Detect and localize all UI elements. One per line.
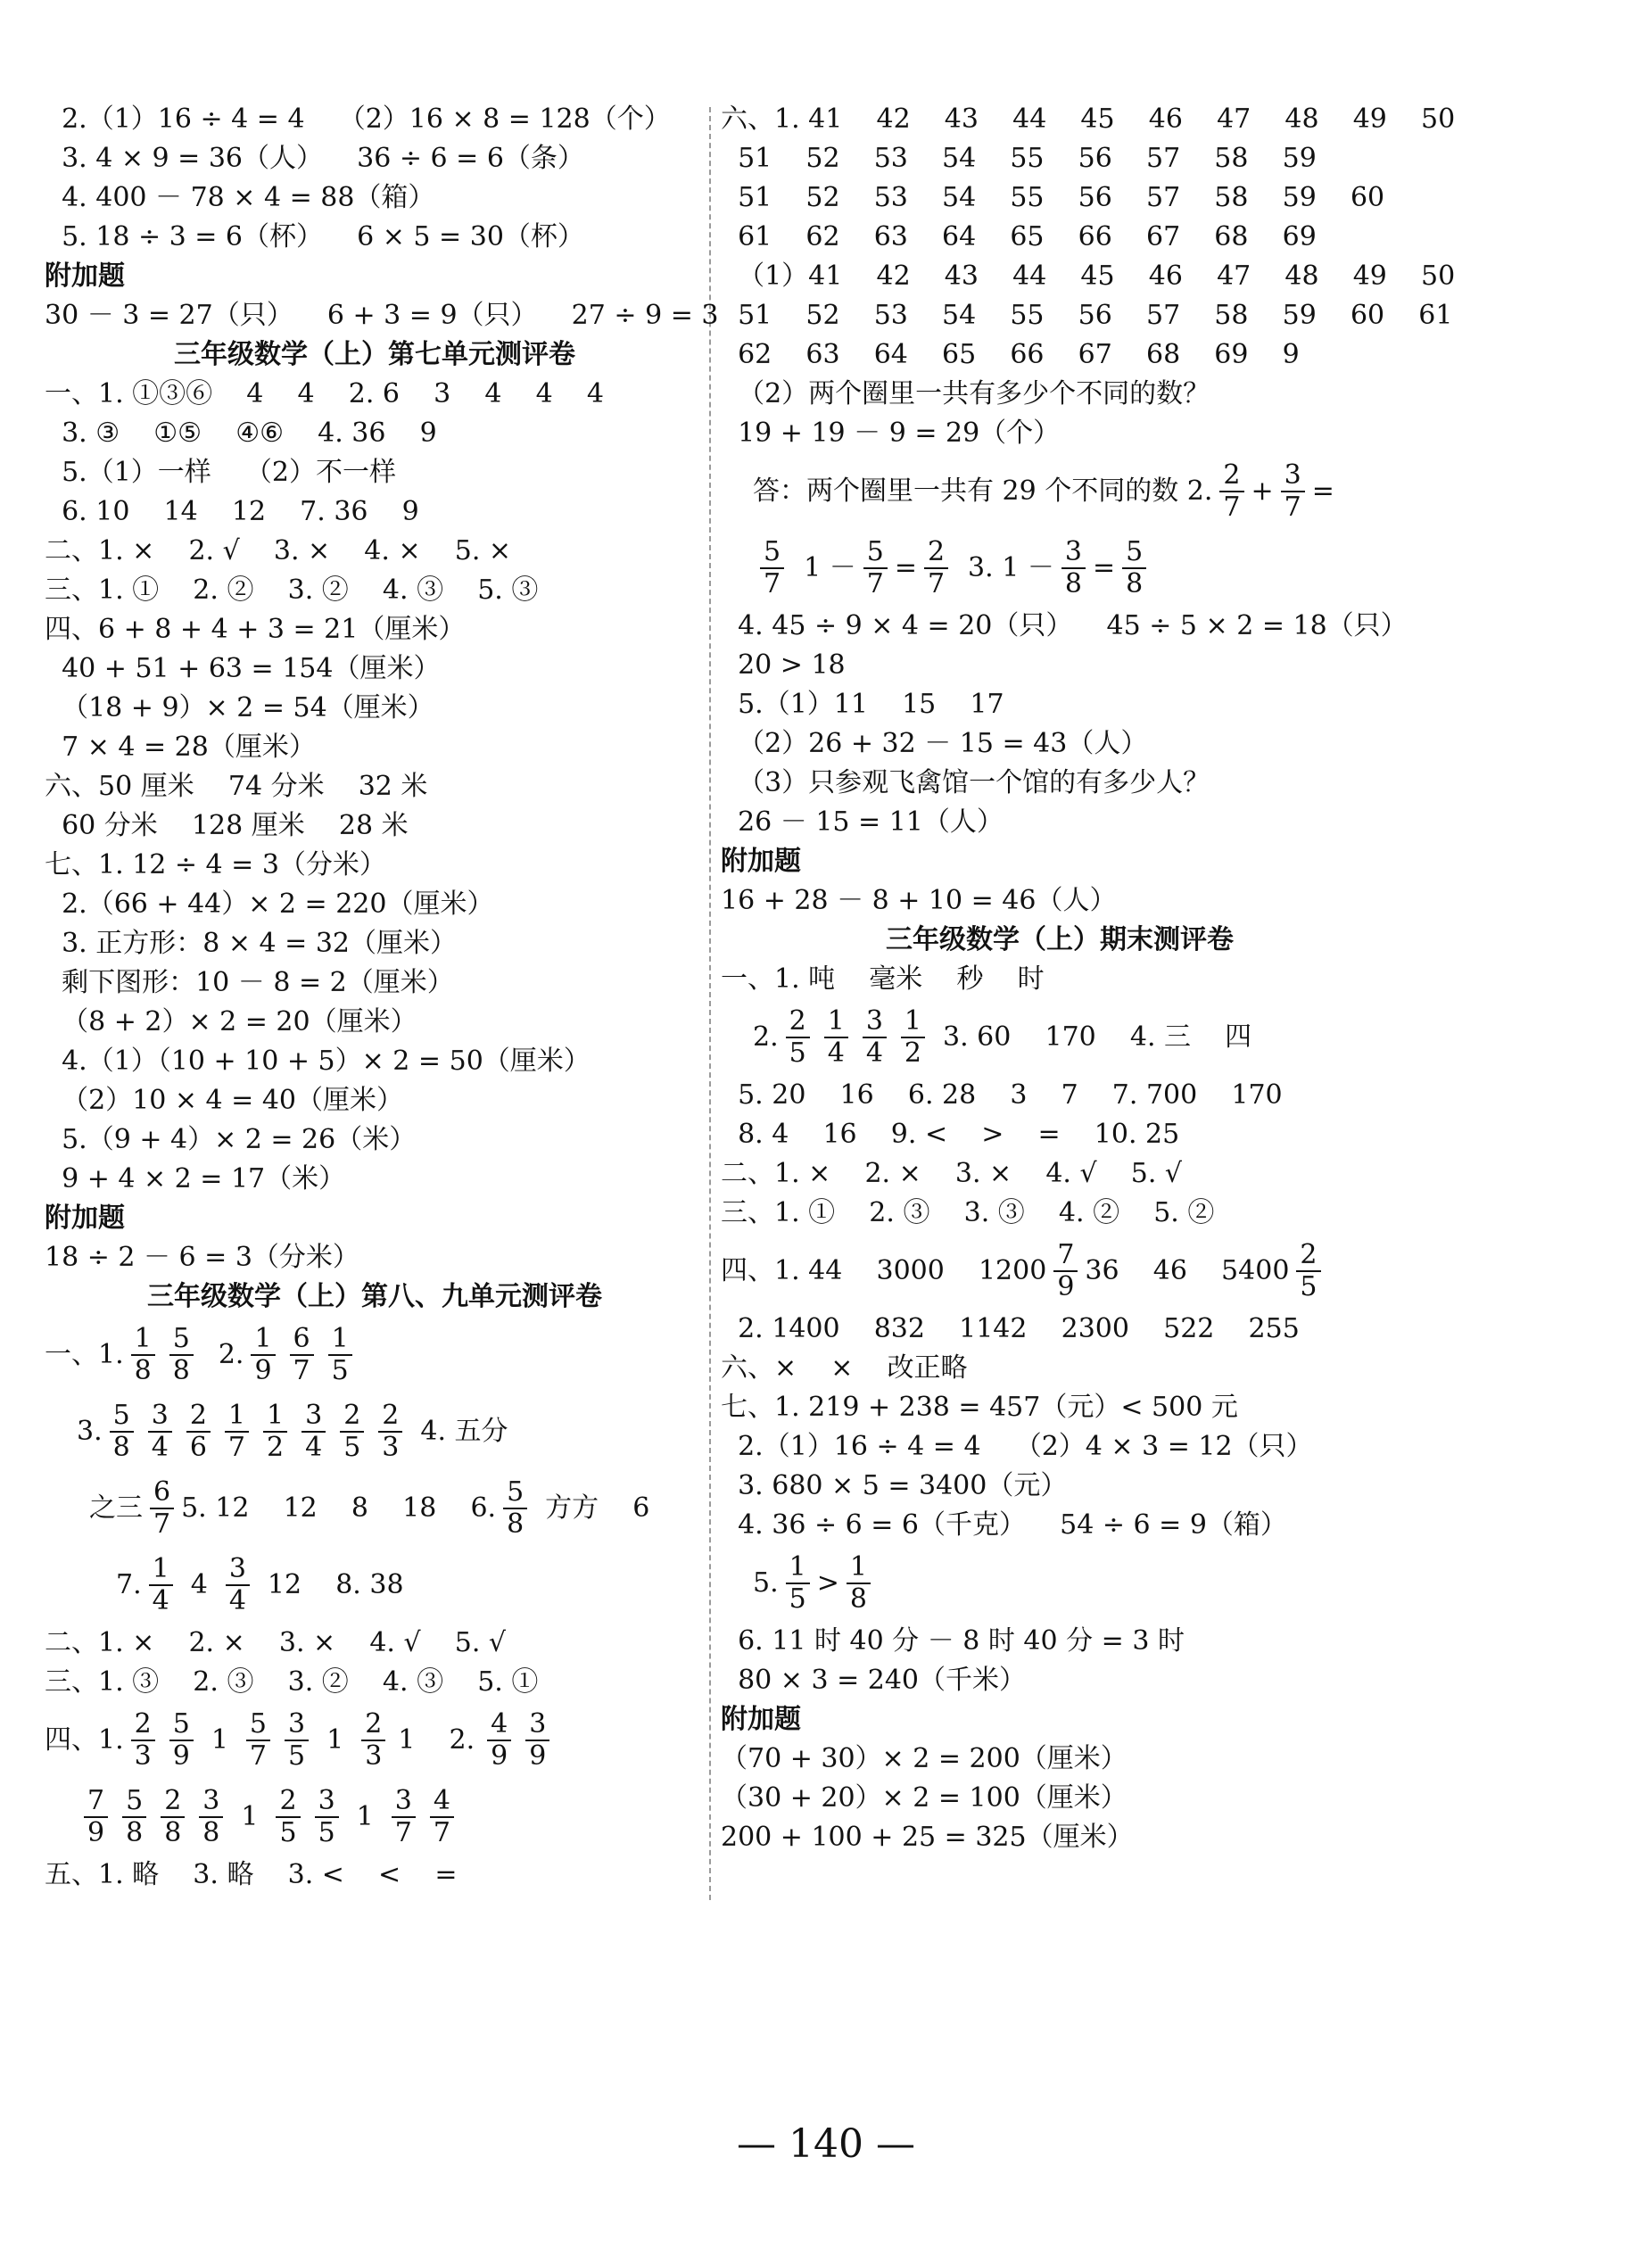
text-segment: 方方 6	[545, 1492, 650, 1524]
fraction-row	[45, 1547, 705, 1624]
answer-line: 51 52 53 54 55 56 57 58 59 60	[721, 182, 1385, 213]
bonus-heading: 附加题	[721, 846, 801, 877]
text-segment: >	[816, 1567, 839, 1599]
fraction: $\frac{3}{9}$	[525, 1709, 549, 1772]
text-segment: =	[1311, 475, 1334, 507]
answer-line: 8. 4 16 9. < > = 10. 25	[721, 1119, 1180, 1150]
fraction: $\frac{5}{8}$	[503, 1477, 527, 1540]
fraction: $\frac{3}{8}$	[199, 1786, 223, 1848]
answer-line: 三、1. ① 2. ③ 3. ③ 4. ② 5. ②	[721, 1197, 1215, 1228]
item-label: 5.	[753, 1567, 779, 1599]
item-label: 四、1.	[45, 1724, 124, 1756]
fraction-row	[721, 530, 1399, 607]
text-segment: 1 2.	[398, 1724, 475, 1756]
unit89-title: 三年级数学（上）第八、九单元测评卷	[147, 1281, 602, 1312]
answer-line: 3. ③ ①⑤ ④⑥ 4. 36 9	[45, 417, 437, 449]
fraction: $\frac{7}{9}$	[1053, 1240, 1078, 1302]
text-segment: 1 －	[804, 552, 856, 583]
text-segment: 1	[211, 1724, 228, 1756]
fraction: $\frac{4}{7}$	[430, 1786, 454, 1848]
answer-line: 61 62 63 64 65 66 67 68 69	[721, 221, 1317, 252]
fraction: $\frac{5}{8}$	[1122, 537, 1146, 599]
answer-line: 51 52 53 54 55 56 57 58 59	[721, 143, 1317, 174]
fraction: $\frac{6}{7}$	[290, 1324, 314, 1386]
answer-line: 7 × 4 = 28（厘米）	[45, 731, 316, 763]
left-column	[45, 100, 719, 1895]
answer-line: 三、1. ① 2. ② 3. ② 4. ③ 5. ③	[45, 574, 539, 606]
text-segment: 四、1. 44 3000 1200	[721, 1255, 1047, 1286]
answer-line: 5.（1）11 15 17	[721, 689, 1004, 720]
answer-line: 六、× × 改正略	[721, 1352, 968, 1384]
fraction: $\frac{1}{2}$	[263, 1401, 287, 1463]
item-label: 7.	[116, 1569, 142, 1600]
fraction: $\frac{3}{4}$	[148, 1401, 172, 1463]
answer-line: 3. 正方形：8 × 4 = 32（厘米）	[45, 928, 457, 959]
answer-line: 62 63 64 65 66 67 68 69 9	[721, 339, 1300, 370]
fraction-row	[721, 1233, 1399, 1310]
answer-line: 剩下图形：10 － 8 = 2（厘米）	[45, 967, 454, 998]
text-segment: 3. 60 170 4. 三 四	[943, 1021, 1252, 1053]
answer-line: 5. 20 16 6. 28 3 7 7. 700 170	[721, 1079, 1283, 1111]
item-label: 一、1.	[45, 1339, 124, 1370]
fraction: $\frac{2}{3}$	[361, 1709, 385, 1772]
bonus-heading: 附加题	[45, 1203, 125, 1234]
fraction: $\frac{2}{5}$	[786, 1006, 810, 1069]
answer-line: （30 + 20）× 2 = 100（厘米）	[721, 1782, 1127, 1814]
fraction: $\frac{5}{8}$	[122, 1786, 146, 1848]
answer-line: 4.（1）（10 + 10 + 5）× 2 = 50（厘米）	[45, 1045, 591, 1077]
fraction: $\frac{3}{4}$	[301, 1401, 326, 1463]
item-label: 2.	[218, 1339, 244, 1370]
item-label: 2.	[753, 1021, 779, 1053]
fraction: $\frac{2}{5}$	[1296, 1240, 1320, 1302]
answer-line: 9 + 4 × 2 = 17（米）	[45, 1163, 346, 1194]
page-number: — 140 —	[737, 2121, 915, 2167]
column-divider	[709, 107, 711, 1900]
unit7-title: 三年级数学（上）第七单元测评卷	[174, 339, 575, 370]
item-label: 4. 五分	[420, 1416, 508, 1447]
answer-line: （3）只参观飞禽馆一个馆的有多少人？	[721, 767, 1210, 798]
answer-line: （1）41 42 43 44 45 46 47 48 49 50	[721, 260, 1456, 292]
fraction: $\frac{3}{8}$	[1061, 537, 1086, 599]
answer-line: 2. 1400 832 1142 2300 522 255	[721, 1313, 1300, 1344]
fraction: $\frac{5}{9}$	[169, 1709, 194, 1772]
answer-line: 60 分米 128 厘米 28 米	[45, 810, 409, 841]
answer-line: （2）两个圈里一共有多少个不同的数？	[721, 378, 1210, 409]
item-label: 3.	[77, 1416, 103, 1447]
answer-line: （8 + 2）× 2 = 20（厘米）	[45, 1006, 417, 1037]
answer-line: 二、1. × 2. √ 3. × 4. × 5. ×	[45, 535, 512, 566]
fraction-row	[45, 1317, 705, 1393]
fraction: $\frac{3}{5}$	[315, 1786, 339, 1848]
answer-line: （2）10 × 4 = 40（厘米）	[45, 1085, 404, 1116]
text-segment: 1	[356, 1801, 374, 1832]
fraction: $\frac{2}{3}$	[131, 1709, 155, 1772]
fraction: $\frac{5}{8}$	[110, 1401, 134, 1463]
fraction: $\frac{5}{7}$	[863, 537, 888, 599]
fraction: $\frac{2}{6}$	[186, 1401, 211, 1463]
text-segment: 1	[326, 1724, 344, 1756]
answer-line: 6. 11 时 40 分 － 8 时 40 分 = 3 时	[721, 1625, 1185, 1657]
text-segment: 3. 1 －	[968, 552, 1054, 583]
answer-line: 80 × 3 = 240（千米）	[721, 1665, 1027, 1696]
answer-line: （18 + 9）× 2 = 54（厘米）	[45, 692, 434, 723]
text-segment: 12 8. 38	[267, 1569, 404, 1600]
fraction: $\frac{1}{8}$	[131, 1324, 155, 1386]
fraction: $\frac{3}{4}$	[226, 1554, 250, 1616]
answer-line: 二、1. × 2. × 3. × 4. √ 5. √	[721, 1158, 1183, 1189]
fraction: $\frac{5}{8}$	[169, 1324, 194, 1386]
fraction: $\frac{1}{9}$	[251, 1324, 275, 1386]
fraction-row	[45, 1702, 705, 1779]
answer-line: 200 + 100 + 25 = 325（厘米）	[721, 1822, 1134, 1853]
text-segment: 5. 12 12 8 18 6.	[181, 1492, 497, 1524]
fraction-row	[45, 1393, 705, 1470]
answer-line: 20 > 18	[721, 649, 846, 681]
fraction: $\frac{2}{5}$	[340, 1401, 364, 1463]
fraction: $\frac{6}{7}$	[150, 1477, 174, 1540]
answer-line: 30 － 3 = 27（只） 6 + 3 = 9（只） 27 ÷ 9 = 3	[45, 300, 719, 331]
final-exam-title: 三年级数学（上）期末测评卷	[886, 924, 1234, 955]
answer-line: 4. 36 ÷ 6 = 6（千克） 54 ÷ 6 = 9（箱）	[721, 1509, 1287, 1541]
text-segment: 之三	[89, 1492, 143, 1524]
answer-line: 19 + 19 － 9 = 29（个）	[721, 417, 1061, 449]
fraction: $\frac{3}{7}$	[1281, 460, 1305, 523]
answer-line: 26 － 15 = 11（人）	[721, 806, 1004, 838]
fraction: $\frac{3}{5}$	[285, 1709, 309, 1772]
answer-line: 5. 18 ÷ 3 = 6（杯） 6 × 5 = 30（杯）	[45, 221, 584, 252]
answer-line: 40 + 51 + 63 = 154（厘米）	[45, 653, 441, 684]
answer-line: 5.（9 + 4）× 2 = 26（米）	[45, 1124, 417, 1155]
answer-line: 18 ÷ 2 － 6 = 3（分米）	[45, 1242, 359, 1273]
bonus-heading: 附加题	[45, 260, 125, 292]
fraction: $\frac{1}{8}$	[847, 1552, 871, 1615]
text-segment: =	[894, 552, 917, 583]
answer-line: 2.（1）16 ÷ 4 = 4 （2）4 × 3 = 12（只）	[721, 1431, 1313, 1462]
fraction: $\frac{1}{5}$	[786, 1552, 810, 1615]
answer-line: 六、50 厘米 74 分米 32 米	[45, 771, 428, 802]
answer-line: 一、1. 吨 毫米 秒 时	[721, 963, 1045, 995]
text-segment: =	[1092, 552, 1116, 583]
answer-line: 3. 680 × 5 = 3400（元）	[721, 1470, 1068, 1501]
answer-line: （2）26 + 32 － 15 = 43（人）	[721, 728, 1148, 759]
answer-line: 七、1. 12 ÷ 4 = 3（分米）	[45, 849, 386, 880]
fraction-row	[45, 1779, 705, 1855]
answer-line: 4. 400 － 78 × 4 = 88（箱）	[45, 182, 435, 213]
bonus-heading: 附加题	[721, 1704, 801, 1735]
answer-line: 4. 45 ÷ 9 × 4 = 20（只） 45 ÷ 5 × 2 = 18（只）	[721, 610, 1408, 641]
text-segment: +	[1251, 475, 1274, 507]
fraction: $\frac{2}{7}$	[1219, 460, 1243, 523]
fraction: $\frac{1}{4}$	[149, 1554, 173, 1616]
fraction-row	[721, 999, 1399, 1076]
answer-line: 51 52 53 54 55 56 57 58 59 60 61	[721, 300, 1453, 331]
answer-line: 16 + 28 － 8 + 10 = 46（人）	[721, 885, 1117, 916]
fraction: $\frac{2}{7}$	[924, 537, 948, 599]
text-segment: 4	[190, 1569, 208, 1600]
fraction: $\frac{2}{3}$	[378, 1401, 402, 1463]
fraction: $\frac{1}{2}$	[901, 1006, 925, 1069]
answer-line: 六、1. 41 42 43 44 45 46 47 48 49 50	[721, 103, 1456, 135]
answer-line: 3. 4 × 9 = 36（人） 36 ÷ 6 = 6（条）	[45, 143, 584, 174]
fraction: $\frac{7}{9}$	[84, 1786, 108, 1848]
fraction-row	[45, 1470, 705, 1547]
right-column	[721, 100, 1456, 1857]
text-segment: 36 46 5400	[1085, 1255, 1290, 1286]
answer-line: 五、1. 略 3. 略 3. < < =	[45, 1859, 458, 1890]
answer-line: 七、1. 219 + 238 = 457（元）< 500 元	[721, 1392, 1238, 1423]
fraction: $\frac{1}{7}$	[225, 1401, 249, 1463]
answer-line: 一、1. ①③⑥ 4 4 2. 6 3 4 4 4	[45, 378, 604, 409]
fraction: $\frac{3}{7}$	[392, 1786, 416, 1848]
answer-line: 二、1. × 2. × 3. × 4. √ 5. √	[45, 1627, 507, 1658]
answer-line: 2.（66 + 44）× 2 = 220（厘米）	[45, 888, 494, 920]
answer-line: 三、1. ③ 2. ③ 3. ② 4. ③ 5. ①	[45, 1666, 539, 1698]
fraction: $\frac{1}{5}$	[328, 1324, 352, 1386]
answer-line: （70 + 30）× 2 = 200（厘米）	[721, 1743, 1127, 1774]
fraction: $\frac{4}{9}$	[487, 1709, 511, 1772]
answer-line: 6. 10 14 12 7. 36 9	[45, 496, 419, 527]
answer-line: 四、6 + 8 + 4 + 3 = 21（厘米）	[45, 614, 466, 645]
fraction: $\frac{2}{5}$	[276, 1786, 300, 1848]
fraction: $\frac{5}{7}$	[246, 1709, 270, 1772]
answer-line: 5.（1）一样 （2）不一样	[45, 457, 397, 488]
fraction: $\frac{2}{8}$	[161, 1786, 185, 1848]
fraction-row	[721, 453, 1399, 530]
answer-line: 2.（1）16 ÷ 4 = 4 （2）16 × 8 = 128（个）	[45, 103, 671, 135]
text-segment: 答：两个圈里一共有 29 个不同的数 2.	[753, 475, 1213, 507]
fraction: $\frac{1}{4}$	[824, 1006, 848, 1069]
fraction: $\frac{5}{7}$	[760, 537, 784, 599]
fraction-row	[721, 1545, 1399, 1622]
fraction: $\frac{3}{4}$	[863, 1006, 887, 1069]
text-segment: 1	[241, 1801, 259, 1832]
